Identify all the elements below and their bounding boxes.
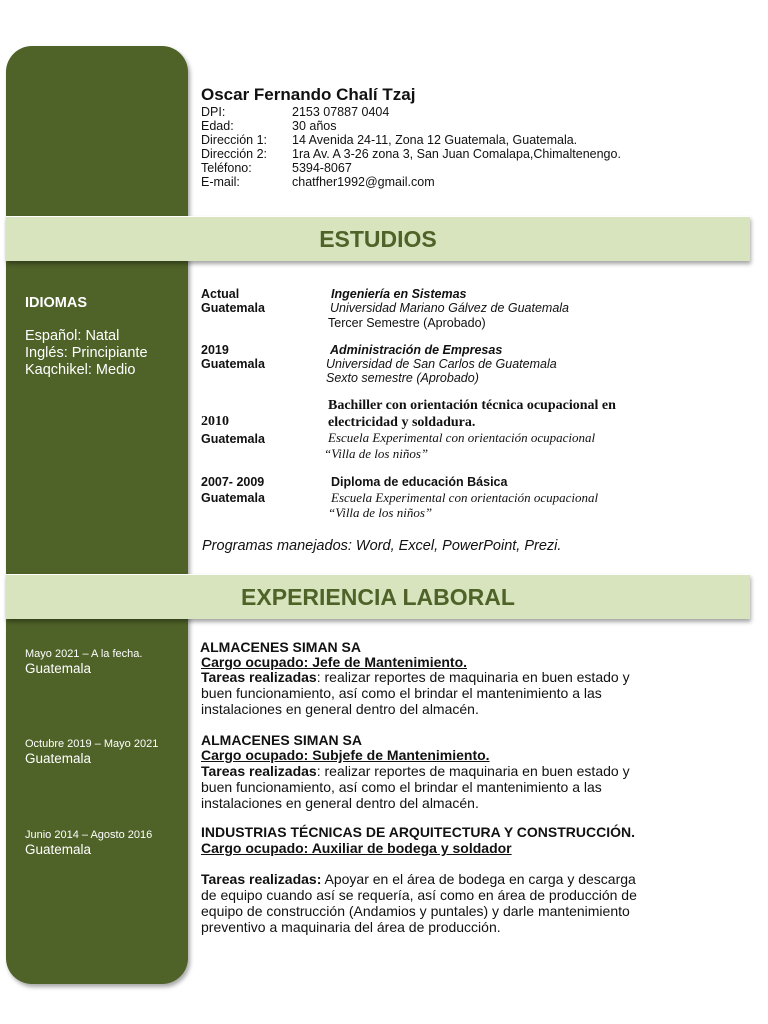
study-status: Sexto semestre (Aprobado) <box>326 371 479 385</box>
study-place: Guatemala <box>201 301 265 315</box>
experience-tasks <box>201 763 647 811</box>
info-label-address2: Dirección 2: <box>201 147 267 161</box>
experience-period: Mayo 2021 – A la fecha. <box>25 648 143 660</box>
study-place: Guatemala <box>201 357 265 371</box>
info-value-address1: 14 Avenida 24-11, Zona 12 Guatemala, Guatemala. <box>292 133 578 147</box>
studies-section-header <box>6 216 750 261</box>
experience-period: Octubre 2019 – Mayo 2021 <box>25 738 159 750</box>
language-item-spanish: Español: Natal <box>25 328 120 344</box>
tasks-label: Tareas realizadas <box>201 763 317 779</box>
experience-title: EXPERIENCIA LABORAL <box>241 583 515 610</box>
tasks-label: Tareas realizadas: <box>201 871 322 887</box>
experience-tasks <box>201 871 647 935</box>
info-label-age: Edad: <box>201 119 234 133</box>
tasks-text: Apoyar en el área de bodega en carga y descarga de equipo cuando así se requería, así como en área de producción de equipo de construcción (Andamios y puntales) y darle mantenimiento preventivo a maquinaria del área de producción. <box>201 871 637 935</box>
experience-tasks <box>201 669 647 717</box>
tasks-text: : realizar reportes de maquinaria en buen estado y buen funcionamiento, así como el brindar el mantenimiento a las instalaciones en general dentro del almacén. <box>201 763 630 811</box>
info-value-email: chatfher1992@gmail.com <box>292 175 435 189</box>
info-value-address2: 1ra Av. A 3-26 zona 3, San Juan Comalapa,Chimaltenengo. <box>292 147 621 161</box>
experience-company: ALMACENES SIMAN SA <box>201 732 363 748</box>
study-status: “Villa de los niños” <box>324 446 429 461</box>
study-status: Tercer Semestre (Aprobado) <box>328 316 486 330</box>
info-label-phone: Teléfono: <box>201 161 252 175</box>
info-value-dpi: 2153 07887 0404 <box>292 105 390 119</box>
study-date: 2007- 2009 <box>201 475 265 489</box>
study-title-line2: electricidad y soldadura. <box>328 415 476 430</box>
experience-place: Guatemala <box>25 751 92 766</box>
study-place: Guatemala <box>201 491 265 505</box>
study-date: Actual <box>201 287 240 301</box>
experience-period: Junio 2014 – Agosto 2016 <box>25 829 153 841</box>
study-title: Diploma de educación Básica <box>331 475 508 489</box>
experience-place: Guatemala <box>25 842 92 857</box>
study-title: Administración de Empresas <box>330 343 503 357</box>
experience-position: Cargo ocupado: Jefe de Mantenimiento. <box>201 654 468 670</box>
study-school: Escuela Experimental con orientación ocupacional <box>328 430 596 445</box>
experience-section-header <box>6 574 750 619</box>
experience-company: ALMACENES SIMAN SA <box>200 639 362 655</box>
study-school: Universidad de San Carlos de Guatemala <box>326 357 557 371</box>
study-place: Guatemala <box>201 432 265 446</box>
info-label-dpi: DPI: <box>201 105 226 119</box>
info-value-phone: 5394-8067 <box>292 161 352 175</box>
experience-position: Cargo ocupado: Auxiliar de bodega y soldador <box>201 840 512 856</box>
info-label-address1: Dirección 1: <box>201 133 267 147</box>
language-item-english: Inglés: Principiante <box>25 345 148 361</box>
study-date: 2010 <box>201 414 229 429</box>
study-title: Ingeniería en Sistemas <box>331 287 467 301</box>
study-title-line1: Bachiller con orientación técnica ocupacional en <box>328 398 616 413</box>
programs-line: Programas manejados: Word, Excel, PowerPoint, Prezi. <box>202 538 562 554</box>
study-school: Escuela Experimental con orientación ocupacional <box>331 490 599 505</box>
studies-title: ESTUDIOS <box>319 225 437 252</box>
language-item-kaqchikel: Kaqchikel: Medio <box>25 362 136 378</box>
study-date: 2019 <box>201 343 229 357</box>
experience-place: Guatemala <box>25 661 92 676</box>
experience-position: Cargo ocupado: Subjefe de Mantenimiento. <box>201 747 490 763</box>
study-school: Universidad Mariano Gálvez de Guatemala <box>330 301 570 315</box>
study-status: “Villa de los niños” <box>328 505 433 520</box>
tasks-text: : realizar reportes de maquinaria en buen estado y buen funcionamiento, así como el brindar el mantenimiento a las instalaciones en general dentro del almacén. <box>201 669 630 717</box>
info-label-email: E-mail: <box>201 175 240 189</box>
experience-company: INDUSTRIAS TÉCNICAS DE ARQUITECTURA Y CONSTRUCCIÓN. <box>201 824 636 840</box>
languages-title: IDIOMAS <box>25 295 88 311</box>
tasks-label: Tareas realizadas <box>201 669 317 685</box>
candidate-name: Oscar Fernando Chalí Tzaj <box>201 85 416 104</box>
info-value-age: 30 años <box>292 119 337 133</box>
